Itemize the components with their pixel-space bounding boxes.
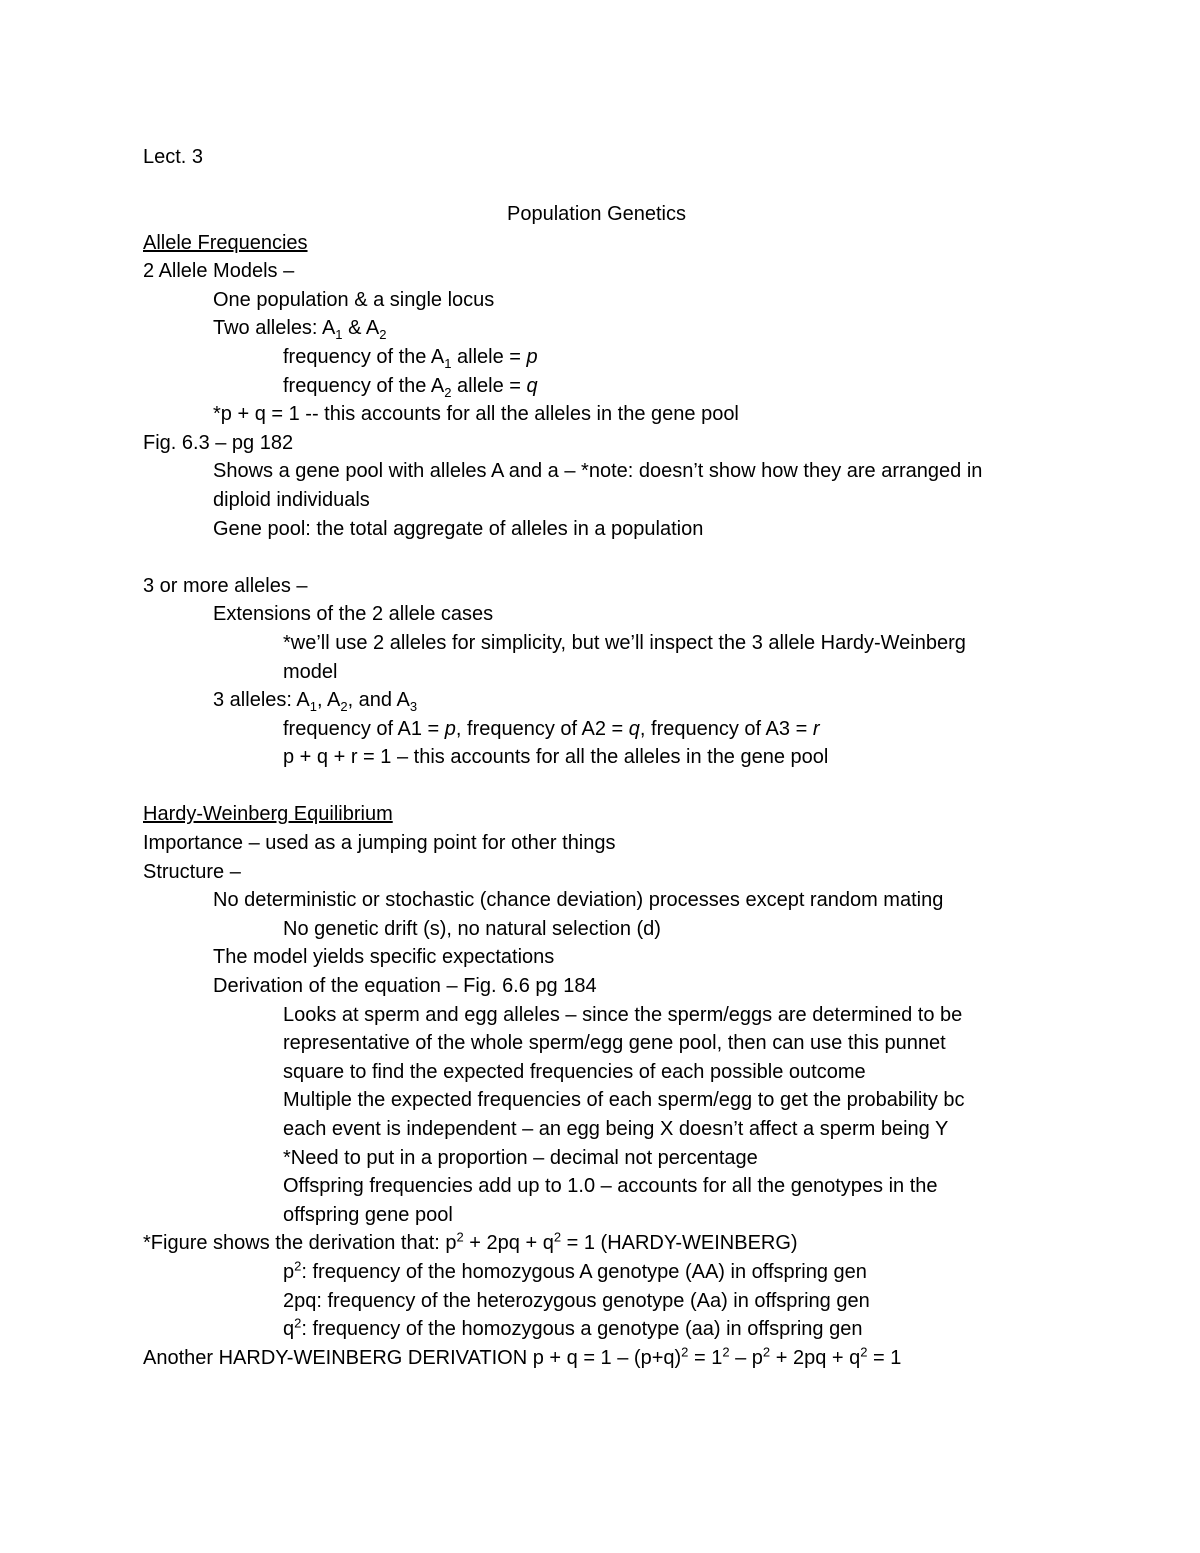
simplicity-note: *we’ll use 2 alleles for simplicity, but we’ll inspect the 3 allele Hardy-Weinberg xyxy=(283,631,966,654)
q-squared-line: $q^2$: frequency of the homozygous a genotype (aa) in offspring gen xyxy=(283,1315,863,1341)
multiple-line-1: Multiple the expected frequencies of each sperm/egg to get the probability bc xyxy=(283,1089,965,1112)
gene-pool-figure-note: Shows a gene pool with alleles A and a – *note: doesn’t show how they are arranged in xyxy=(213,460,983,483)
three-or-more-alleles: 3 or more alleles – xyxy=(143,574,308,597)
multiple-line-2: each event is independent – an egg being X doesn’t affect a sperm being Y xyxy=(283,1118,949,1140)
two-alleles-line: Two alleles: $A_1$ & $A_2$ xyxy=(213,317,387,343)
proportion-line: *Need to put in a proportion – decimal not percentage xyxy=(283,1146,758,1169)
structure-line: Structure – xyxy=(143,860,241,883)
lecture-header xyxy=(143,143,1050,172)
p-plus-q-line: *p + q = 1 -- this accounts for all the alleles in the gene pool xyxy=(213,403,739,426)
derivation-line: Derivation of the equation – Fig. 6.6 pg 184 xyxy=(213,975,597,998)
sperm-egg-line-2: representative of the whole sperm/egg gene pool, then can use this punnet xyxy=(283,1032,946,1055)
figure-derivation-line: *Figure shows the derivation that: $p^2 + 2pq + q^2 = 1$ (HARDY-WEINBERG) xyxy=(143,1229,798,1255)
sperm-egg-line-3: square to find the expected frequencies of each possible outcome xyxy=(283,1060,866,1083)
two-allele-models: 2 Allele Models – xyxy=(143,260,295,283)
two-pq-line: 2pq: frequency of the heterozygous genotype (Aa) in offspring gen xyxy=(283,1289,870,1312)
freq-a2-line: frequency of the $A_2$ allele = q xyxy=(283,374,538,400)
gene-pool-definition: Gene pool: the total aggregate of alleles in a population xyxy=(213,517,704,540)
document-body xyxy=(143,200,1050,1372)
document-title: Population Genetics xyxy=(506,203,686,225)
model-yields-line: The model yields specific expectations xyxy=(213,946,555,969)
no-drift-line: No genetic drift (s), no natural selection (d) xyxy=(283,917,661,940)
three-allele-freqs: frequency of A1 = p, frequency of A2 = q, frequency of A3 = r xyxy=(283,717,820,740)
p-q-r-line: p + q + r = 1 – this accounts for all the alleles in the gene pool xyxy=(283,746,829,769)
gene-pool-figure-note-cont: diploid individuals xyxy=(213,488,370,511)
sperm-egg-line-1: Looks at sperm and egg alleles – since the sperm/eggs are determined to be xyxy=(283,1003,963,1026)
offspring-line-1: Offspring frequencies add up to 1.0 – accounts for all the genotypes in the xyxy=(283,1175,938,1198)
importance-line: Importance – used as a jumping point for other things xyxy=(143,832,616,855)
extensions-line: Extensions of the 2 allele cases xyxy=(213,603,494,626)
p-squared-line: $p^2$: frequency of the homozygous A genotype (AA) in offspring gen xyxy=(283,1258,867,1283)
lecture-number: Lect. 3 xyxy=(143,146,204,168)
another-derivation-line: Another HARDY-WEINBERG DERIVATION $p + q = 1 - (p+q)^2 = 1^2 - p^2 + 2pq + q^2 = 1$ xyxy=(143,1344,902,1369)
fig-6-3-ref: Fig. 6.3 – pg 182 xyxy=(143,431,294,454)
offspring-line-2: offspring gene pool xyxy=(283,1203,453,1226)
section-heading-hardy-weinberg: Hardy-Weinberg Equilibrium xyxy=(143,803,393,826)
no-processes-line: No deterministic or stochastic (chance deviation) processes except random mating xyxy=(213,889,944,912)
simplicity-note-cont: model xyxy=(283,660,338,683)
section-heading-allele-frequencies: Allele Frequencies xyxy=(143,231,308,254)
three-alleles-line: 3 alleles: $A_1$, $A_2$, and $A_3$ xyxy=(213,689,418,715)
freq-a1-line: frequency of the $A_1$ allele = p xyxy=(283,345,538,371)
one-population: One population & a single locus xyxy=(213,288,495,311)
